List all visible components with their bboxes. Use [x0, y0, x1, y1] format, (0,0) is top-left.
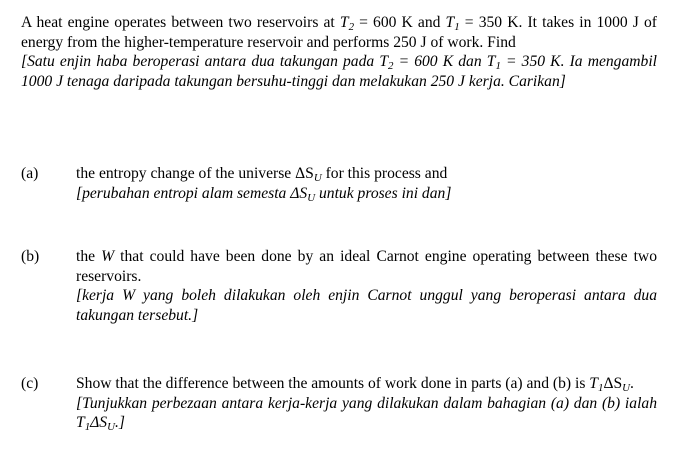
part-c-malay: [Tunjukkan perbezaan antara kerja-kerja yang dilakukan dalam bahagian (a) dan (b) ialah $T_1\Delta S_U$.] — [76, 394, 657, 434]
symbol-t1: $T_1$ — [445, 14, 460, 33]
part-a-english: the entropy change of the universe $\Delta S_U$ for this process and — [76, 165, 448, 184]
intro-english: A heat engine operates between two reservoirs at $T_2 = 600$ K and $T_1 = 350$ K. It takes in 1000 J of energy from the higher-temperature reservoir and performs 250 J of work. Find — [21, 14, 657, 51]
part-a-label: (a) — [21, 165, 39, 182]
part-b-label: (b) — [21, 248, 40, 265]
intro-malay: [Satu enjin haba beroperasi antara dua takungan pada $T_2 = 600$ K dan $T_1 = 350$ K. Ia mengambil 1000 J tenaga daripada takungan bersuhu-tinggi dan melakukan 250 J kerja. Carikan] — [21, 53, 657, 90]
symbol-t2-malay: $T_2$ — [379, 53, 394, 73]
part-b-body — [76, 247, 657, 325]
symbol-t1-malay: $T_1$ — [486, 53, 501, 73]
part-b-malay: [kerja W yang boleh dilakukan oleh enjin Carnot unggul yang beroperasi antara dua takungan tersebut.] — [76, 287, 657, 324]
part-a-malay: [perubahan entropi alam semesta $\Delta S_U$ untuk proses ini dan] — [76, 184, 452, 204]
part-b-english: the W that could have been done by an ideal Carnot engine operating between these two reservoirs. — [76, 248, 657, 285]
question-intro — [21, 13, 657, 91]
part-a-body — [76, 164, 657, 203]
part-c-english: Show that the difference between the amounts of work done in parts (a) and (b) is $T_1\Delta S_U$. — [76, 375, 634, 394]
symbol-t2: $T_2$ — [339, 14, 355, 33]
part-c-label: (c) — [21, 375, 39, 392]
part-c-body — [76, 374, 657, 433]
